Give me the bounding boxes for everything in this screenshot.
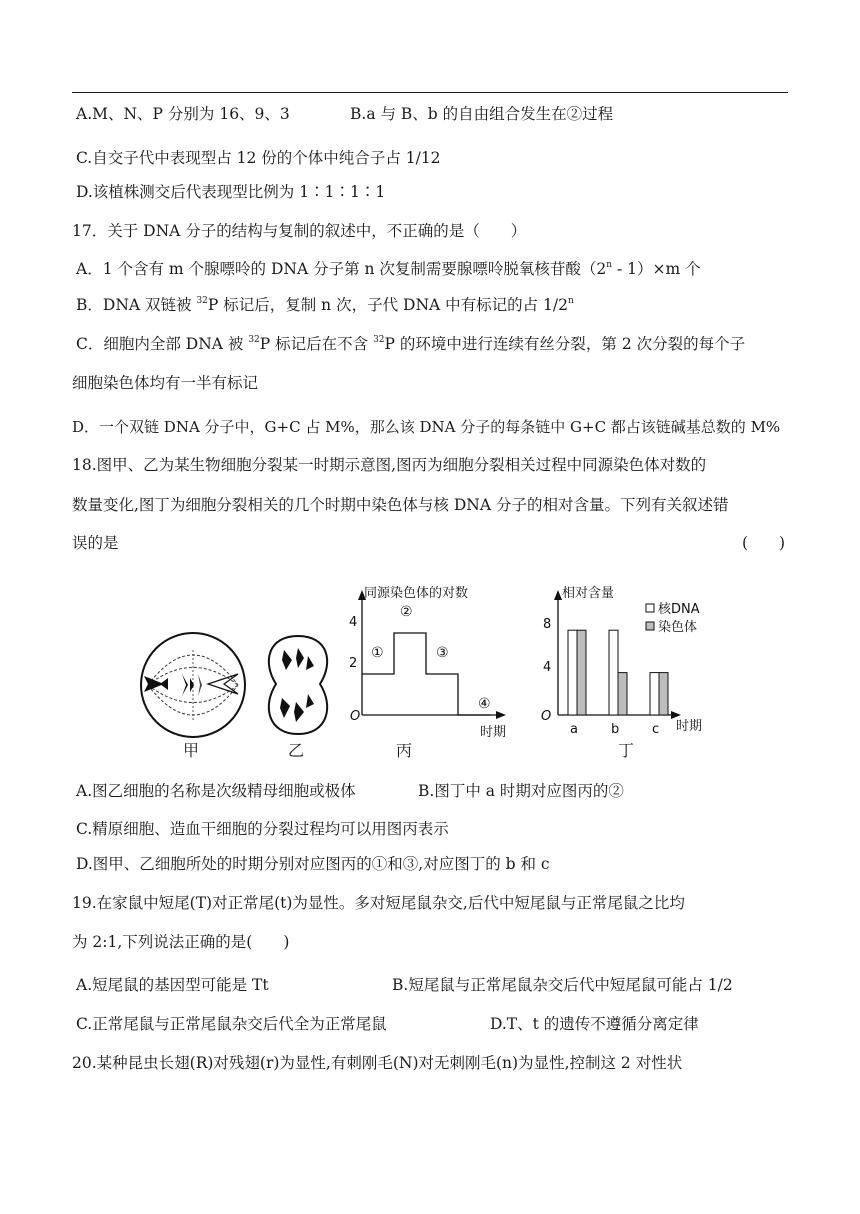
ding-legend-chromosome: 染色体: [658, 620, 698, 635]
bing-origin: O: [350, 709, 361, 724]
ding-legend-swatch-chromosome: [646, 622, 654, 630]
q19-stem-line1: 19.在家鼠中短尾(T)对正常尾(t)为显性。多对短尾鼠杂交,后代中短尾鼠与正常尾鼠之比均: [72, 894, 685, 912]
bing-step-label-4: ④: [478, 696, 491, 712]
ding-bar-c-dna: [650, 673, 659, 715]
ding-xlabel: 时期: [676, 719, 703, 734]
yi-top-chromosomes: [282, 648, 314, 670]
q19-stem-line2: 为 2:1,下列说法正确的是( ): [72, 933, 290, 951]
q16-option-a: A.M、N、P 分别为 16、9、3: [76, 105, 290, 123]
figure-ding-chart: [538, 580, 728, 745]
q17-option-c-line1: C．细胞内全部 DNA 被 $^{32}$P 标记后在不含 $^{32}$P 的环境中进行连续有丝分裂，第 2 次分裂的每个子: [76, 335, 746, 353]
q17-option-a: A．1 个含有 m 个腺嘌呤的 DNA 分子第 n 次复制需要腺嘌呤脱氧核苷酸（2$^n$ - 1）×m 个: [76, 260, 701, 278]
ding-ytick-8: 8: [543, 617, 552, 632]
bing-xlabel: 时期: [480, 725, 507, 740]
q19-option-a: A.短尾鼠的基因型可能是 Tt: [76, 976, 269, 994]
bing-ytick-4: 4: [349, 615, 358, 630]
q18-stem-line1: 18.图甲、乙为某生物细胞分裂某一时期示意图,图丙为细胞分裂相关过程中同源染色体对数的: [72, 456, 707, 474]
q17-stem: 17．关于 DNA 分子的结构与复制的叙述中，不正确的是（ ）: [72, 222, 527, 240]
ding-bar-c-chromosome: [659, 673, 668, 715]
figure-yi-label: 乙: [288, 741, 305, 760]
figure-jia: [138, 630, 248, 740]
bing-ylabel: 同源染色体的对数: [364, 586, 469, 601]
ding-legend-dna: 核DNA: [658, 602, 700, 617]
q16-option-b: B.a 与 B、b 的自由组合发生在②过程: [350, 105, 614, 123]
jia-chromosomes-left: [144, 676, 168, 692]
q20-stem-line1: 20.某种昆虫长翅(R)对残翅(r)为显性,有刺刚毛(N)对无刺刚毛(n)为显性,控制这 2 对性状: [72, 1054, 683, 1072]
figure-ding-label: 丁: [618, 741, 635, 760]
q17-option-d: D．一个双链 DNA 分子中，G+C 占 M%，那么该 DNA 分子的每条链中 G+C 都占该链碱基总数的 M%: [72, 418, 781, 436]
q18-stem-line2: 数量变化,图丁为细胞分裂相关的几个时期中染色体与核 DNA 分子的相对含量。下列有关叙述错: [72, 496, 729, 514]
bing-step-label-3: ③: [436, 645, 449, 661]
top-rule: [72, 92, 788, 93]
figure-yi: [258, 632, 338, 738]
figure-bing-label: 丙: [396, 741, 413, 760]
q19-option-d: D.T、t 的遗传不遵循分离定律: [490, 1015, 699, 1033]
ding-xtick-c: c: [652, 722, 660, 737]
ding-bar-a-chromosome: [577, 630, 586, 715]
q18-option-d: D.图甲、乙细胞所处的时期分别对应图丙的①和③,对应图丁的 b 和 c: [76, 855, 550, 873]
ding-xtick-a: a: [570, 722, 578, 737]
figure-jia-label: 甲: [183, 741, 200, 760]
ding-bar-b-chromosome: [618, 673, 627, 715]
q18-option-a: A.图乙细胞的名称是次级精母细胞或极体: [76, 782, 356, 800]
ding-bar-b-dna: [609, 630, 618, 715]
ding-ylabel: 相对含量: [562, 586, 615, 601]
q19-option-c: C.正常尾鼠与正常尾鼠杂交后代全为正常尾鼠: [76, 1015, 387, 1033]
ding-bar-a-dna: [568, 630, 577, 715]
bing-step-label-2: ②: [400, 604, 413, 620]
jia-chromosomes-middle: [182, 674, 202, 696]
bing-ytick-2: 2: [349, 656, 358, 671]
q16-option-c: C.自交子代中表现型占 12 份的个体中纯合子占 1/12: [76, 149, 441, 167]
q17-option-b: B．DNA 双链被 $^{32}$P 标记后，复制 n 次，子代 DNA 中有标记的占 1/2$^n$: [76, 296, 574, 314]
jia-chromosomes-right: [208, 674, 238, 694]
q18-stem-line3: 误的是: [72, 534, 119, 552]
q18-option-c: C.精原细胞、造血干细胞的分裂过程均可以用图丙表示: [76, 820, 449, 838]
ding-legend-swatch-dna: [646, 604, 654, 612]
q19-option-b: B.短尾鼠与正常尾鼠杂交后代中短尾鼠可能占 1/2: [392, 976, 733, 994]
yi-bottom-chromosomes: [280, 694, 314, 722]
ding-ytick-4: 4: [543, 660, 552, 675]
q18-answer-paren: ( ): [742, 534, 786, 552]
ding-xtick-b: b: [611, 722, 620, 737]
q17-option-c-line2: 细胞染色体均有一半有标记: [72, 374, 259, 392]
figure-bing-chart: [338, 580, 518, 745]
q18-option-b: B.图丁中 a 时期对应图丙的②: [418, 782, 624, 800]
q16-option-d: D.该植株测交后代表现型比例为 1∶1∶1∶1: [76, 183, 386, 201]
ding-origin: O: [541, 709, 552, 724]
bing-step-label-1: ①: [371, 645, 384, 661]
